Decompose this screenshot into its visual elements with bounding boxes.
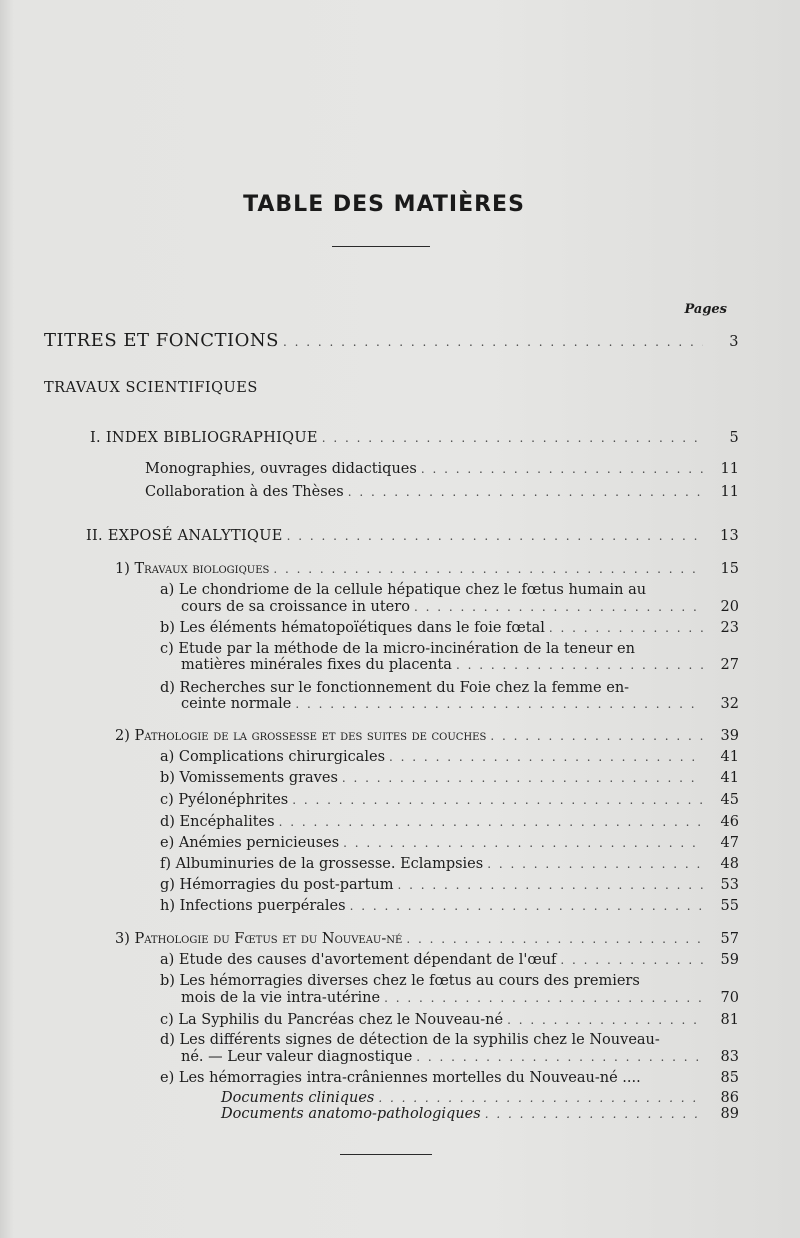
toc-entry-micro-incineration-line1: c) Etude par la méthode de la micro-incinération de la teneur en <box>160 641 635 657</box>
dot-leader <box>279 815 703 829</box>
entry-page: 83 <box>720 1049 739 1065</box>
dot-leader <box>485 1107 703 1121</box>
entry-page: 20 <box>720 599 739 615</box>
toc-entry-chondriome-line2 <box>181 599 739 615</box>
dot-leader <box>292 793 703 807</box>
entry-page: 23 <box>720 620 739 636</box>
entry-page: 11 <box>720 484 739 500</box>
dot-leader <box>322 431 703 445</box>
toc-entry-hemorragies-foetus-line2 <box>181 990 739 1006</box>
entry-page: 39 <box>720 728 739 744</box>
dot-leader <box>384 991 703 1005</box>
dot-leader <box>416 1050 703 1064</box>
toc-entry-albuminuries <box>160 856 739 872</box>
toc-entry-fonctionnement-foie-line2 <box>181 696 739 712</box>
entry-label: e) Anémies pernicieuses <box>160 835 340 851</box>
pages-column-label: Pages <box>684 302 727 317</box>
entry-page: 53 <box>720 877 739 893</box>
dot-leader <box>350 899 703 913</box>
dot-leader <box>283 335 703 349</box>
dot-leader <box>342 771 703 785</box>
entry-label: cours de sa croissance in utero <box>181 599 410 615</box>
entry-label: a) Complications chirurgicales <box>160 749 386 765</box>
toc-entry-hemorragies-intracraniennes <box>160 1070 739 1086</box>
entry-label: b) Les éléments hématopoïétiques dans le foie fœtal <box>160 620 545 636</box>
toc-entry-travaux-biologiques <box>115 561 739 577</box>
page-title: TABLE DES MATIÈRES <box>243 192 525 217</box>
toc-entry-titres <box>44 330 739 351</box>
toc-entry-infections-puerperales <box>160 898 739 914</box>
entry-page: 5 <box>729 430 739 446</box>
entry-label: a) Etude des causes d'avortement dépendant de l'œuf <box>160 952 557 968</box>
dot-leader <box>348 485 703 499</box>
entry-label: d) Encéphalites <box>160 814 275 830</box>
toc-entry-syphilis-pancreas <box>160 1012 739 1028</box>
toc-entry-documents-anatomo <box>221 1106 739 1122</box>
entry-label: h) Infections puerpérales <box>160 898 346 914</box>
entry-label: Documents anatomo-pathologiques <box>221 1106 481 1122</box>
entry-page: 86 <box>720 1090 739 1106</box>
dot-leader <box>421 462 703 476</box>
dot-leader <box>507 1013 703 1027</box>
entry-label: II. EXPOSÉ ANALYTIQUE <box>86 528 283 544</box>
entry-page: 59 <box>720 952 739 968</box>
toc-entry-vomissements <box>160 770 739 786</box>
toc-entry-signes-syphilis-line2 <box>181 1049 739 1065</box>
toc-entry-pyelonephrites <box>160 792 739 808</box>
travaux-heading: TRAVAUX SCIENTIFIQUES <box>44 380 258 396</box>
entry-label: Monographies, ouvrages didactiques <box>145 461 417 477</box>
dot-leader <box>560 953 703 967</box>
entry-label: mois de la vie intra-utérine <box>181 990 381 1006</box>
entry-page: 27 <box>720 657 739 673</box>
dot-leader <box>456 658 703 672</box>
toc-entry-encephalites <box>160 814 739 830</box>
entry-page: 41 <box>720 749 739 765</box>
toc-entry-complications <box>160 749 739 765</box>
toc-entry-documents-cliniques <box>221 1090 739 1106</box>
entry-label: Collaboration à des Thèses <box>145 484 344 500</box>
entry-page: 81 <box>720 1012 739 1028</box>
entry-page: 3 <box>729 334 739 350</box>
entry-label: Documents cliniques <box>221 1090 375 1106</box>
toc-entry-hematopoietiques <box>160 620 739 636</box>
entry-page: 85 <box>720 1070 739 1086</box>
dot-leader <box>295 697 703 711</box>
toc-entry-anemies <box>160 835 739 851</box>
toc-entry-collaboration <box>145 484 739 500</box>
toc-entry-avortement <box>160 952 739 968</box>
entry-label: I. INDEX BIBLIOGRAPHIQUE <box>90 430 318 446</box>
entry-label: e) Les hémorragies intra-crâniennes mortelles du Nouveau-né .... <box>160 1070 641 1086</box>
entry-page: 45 <box>720 792 739 808</box>
toc-entry-pathologie-foetus <box>115 931 739 947</box>
dot-leader <box>490 729 703 743</box>
entry-page: 55 <box>720 898 739 914</box>
end-rule <box>340 1154 432 1155</box>
entry-label: TITRES ET FONCTIONS <box>44 330 279 351</box>
dot-leader <box>398 878 704 892</box>
toc-entry-chondriome-line1: a) Le chondriome de la cellule hépatique chez le fœtus humain au <box>160 582 647 598</box>
dot-leader <box>343 836 703 850</box>
entry-label: 3) Pathologie du Fœtus et du Nouveau-né <box>115 931 403 947</box>
entry-page: 13 <box>719 528 739 544</box>
entry-page: 15 <box>720 561 739 577</box>
dot-leader <box>549 621 703 635</box>
entry-page: 48 <box>720 856 739 872</box>
entry-page: 57 <box>720 931 739 947</box>
entry-page: 32 <box>720 696 739 712</box>
toc-entry-fonctionnement-foie-line1: d) Recherches sur le fonctionnement du Foie chez la femme en- <box>160 680 630 696</box>
toc-entry-signes-syphilis-line1: d) Les différents signes de détection de la syphilis chez le Nouveau- <box>160 1032 660 1048</box>
entry-page: 70 <box>720 990 739 1006</box>
entry-label: c) Pyélonéphrites <box>160 792 289 808</box>
dot-leader <box>406 932 703 946</box>
toc-entry-monographies <box>145 461 739 477</box>
toc-entry-hemorragies-foetus-line1: b) Les hémorragies diverses chez le fœtus au cours des premiers <box>160 973 640 989</box>
entry-label: b) Vomissements graves <box>160 770 338 786</box>
entry-page: 41 <box>720 770 739 786</box>
toc-entry-expose <box>86 528 739 544</box>
entry-page: 89 <box>720 1106 739 1122</box>
toc-entry-micro-incineration-line2 <box>181 657 739 673</box>
dot-leader <box>378 1091 703 1105</box>
dot-leader <box>287 529 703 543</box>
entry-label: né. — Leur valeur diagnostique <box>181 1049 413 1065</box>
entry-label: ceinte normale <box>181 696 292 712</box>
entry-page: 11 <box>720 461 739 477</box>
entry-label: c) La Syphilis du Pancréas chez le Nouveau-né <box>160 1012 504 1028</box>
entry-label: f) Albuminuries de la grossesse. Eclampsies <box>160 856 484 872</box>
toc-entry-pathologie-grossesse <box>115 728 739 744</box>
toc-entry-hemorragies-post-partum <box>160 877 739 893</box>
entry-label: 1) Travaux biologiques <box>115 561 270 577</box>
entry-label: g) Hémorragies du post-partum <box>160 877 394 893</box>
title-rule <box>332 246 430 247</box>
dot-leader <box>487 857 703 871</box>
entry-page: 47 <box>720 835 739 851</box>
dot-leader <box>414 600 703 614</box>
entry-page: 46 <box>720 814 739 830</box>
toc-entry-index <box>90 430 739 446</box>
dot-leader <box>273 562 703 576</box>
entry-label: 2) Pathologie de la grossesse et des suites de couches <box>115 728 487 744</box>
dot-leader <box>389 750 703 764</box>
entry-label: matières minérales fixes du placenta <box>181 657 452 673</box>
